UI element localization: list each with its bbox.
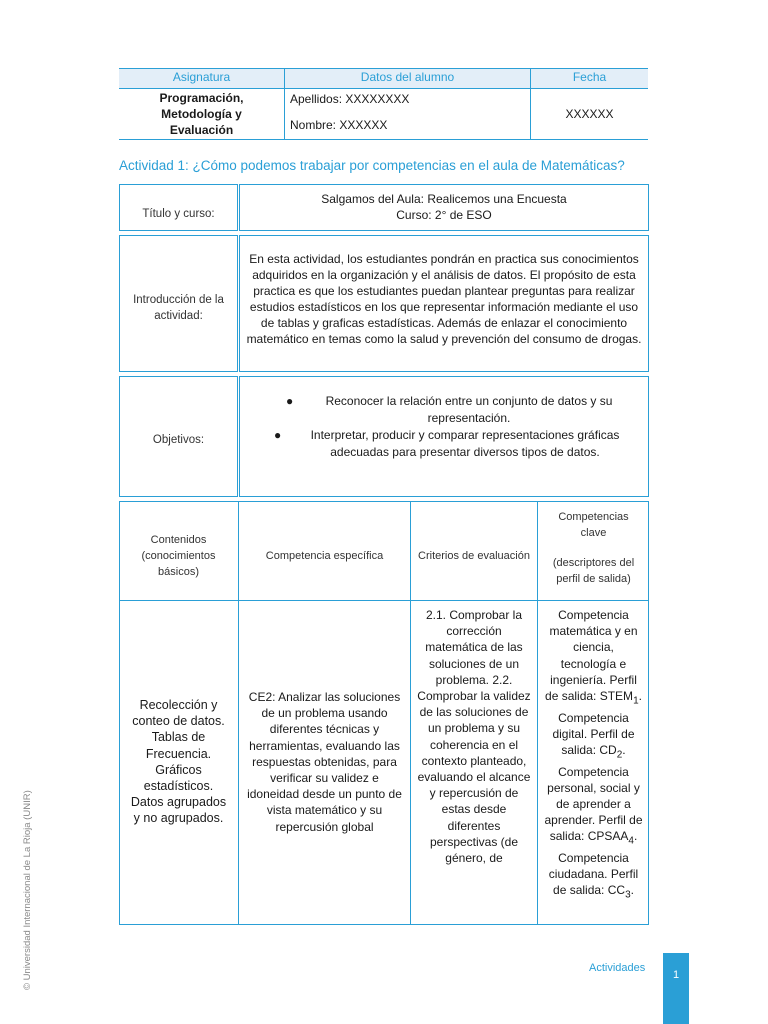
key-sub: 3: [625, 889, 631, 901]
title-label: Título y curso:: [142, 207, 215, 220]
header-table: [119, 68, 648, 140]
key-item: Competencia matemática y en ciencia, tecnología e ingeniería. Perfil de salida: STEM: [545, 608, 638, 704]
activity-title: Actividad 1: ¿Cómo podemos trabajar por competencias en el aula de Matemáticas?: [119, 158, 625, 173]
key-sub: 1: [633, 695, 639, 707]
competence-cell: CE2: Analizar las soluciones de un problema usando diferentes técnicas y herramientas, evaluando las respuestas obtenidas, para verificar su validez e idoneidad desde un punto de vista matemático y su repercusión global: [247, 690, 402, 834]
page-number-tab: [663, 953, 689, 1024]
key-title: Competencias clave: [558, 511, 629, 539]
objective-text: Interpretar, producir y comparar representaciones gráficas adecuadas para presentar diversos tipos de datos.: [310, 428, 620, 459]
header-student-label: Datos del alumno: [360, 70, 455, 84]
key-item: Competencia ciudadana. Perfil de salida: CC: [548, 851, 639, 898]
header-criteria: Criterios de evaluación: [418, 550, 530, 562]
title-content: [239, 191, 649, 223]
key-end: .: [622, 743, 626, 758]
key-item: Competencia digital. Perfil de salida: CD: [552, 710, 635, 758]
footer-section-label: Actividades: [589, 962, 646, 974]
activity-course: Curso: 2° de ESO: [396, 208, 492, 222]
objectives-list: [270, 393, 640, 461]
subject-name: [119, 90, 284, 138]
bullet-icon: ●: [286, 394, 294, 408]
header-date-label: Fecha: [572, 70, 607, 84]
criteria-cell: 2.1. Comprobar la corrección matemática de las soluciones de un problema. 2.2. Comprobar la validez de las soluciones de un problema y su coherencia en el contexto planteado, evaluando el alcance y repercusión de estas desde diferentes perspectivas (de género, de: [417, 608, 531, 866]
header-bottom-rule: [119, 139, 648, 140]
contents-cell: Recolección y conteo de datos. Tablas de Frecuencia. Gráficos estadísticos. Datos agrupados y no agrupados.: [130, 698, 227, 826]
objective-item: [270, 393, 640, 427]
activity-name: Salgamos del Aula: Realicemos una Encuesta: [321, 192, 567, 206]
subject-line: Evaluación: [169, 123, 234, 137]
student-name: Nombre: XXXXXX: [290, 118, 388, 132]
key-item: Competencia personal, social y de aprender a aprender. Perfil de salida: CPSAA: [544, 764, 643, 844]
key-end: .: [630, 883, 634, 898]
header-contents: Contenidos (conocimientos básicos): [141, 534, 216, 578]
key-sub: 2: [616, 749, 623, 761]
bullet-icon: ●: [274, 428, 282, 442]
subject-line: Metodología y: [161, 107, 242, 121]
header-mid-rule: [119, 88, 648, 89]
objective-text: Reconocer la relación entre un conjunto de datos y su representación.: [325, 394, 613, 425]
key-sub: 4: [628, 835, 634, 847]
date-value: XXXXXX: [565, 107, 614, 121]
subject-line: Programación,: [159, 91, 244, 105]
copyright-credit: © Universidad Internacional de La Rioja (UNIR): [22, 790, 33, 990]
key-end: .: [633, 829, 638, 844]
key-competences-cell: [540, 607, 647, 904]
intro-text: En esta actividad, los estudiantes pondrán en practica sus conocimientos adquiridos en la organización y el análisis de datos. El propósito de esta practica es que los estudiantes puedan plantear preguntas para realizar estudios estadísticos en los que representar información mediante el uso de tablas y graficas estadísticas. Además de enlazar el conocimiento matemático en temas como la salud y prevención del consumo de drogas.: [246, 252, 642, 346]
key-subtitle: (descriptores del perfil de salida): [552, 557, 635, 585]
key-end: .: [638, 689, 642, 704]
page-number: 1: [672, 969, 680, 981]
header-top-rule: [119, 68, 648, 69]
header-key-competences: [538, 509, 649, 597]
objective-item: [270, 427, 640, 461]
intro-label: Introducción de la actividad:: [133, 293, 224, 322]
student-surname: Apellidos: XXXXXXXX: [290, 92, 410, 106]
objectives-label: Objetivos:: [152, 434, 205, 446]
header-subject-label: Asignatura: [172, 70, 231, 84]
header-competence: Competencia específica: [265, 550, 384, 562]
